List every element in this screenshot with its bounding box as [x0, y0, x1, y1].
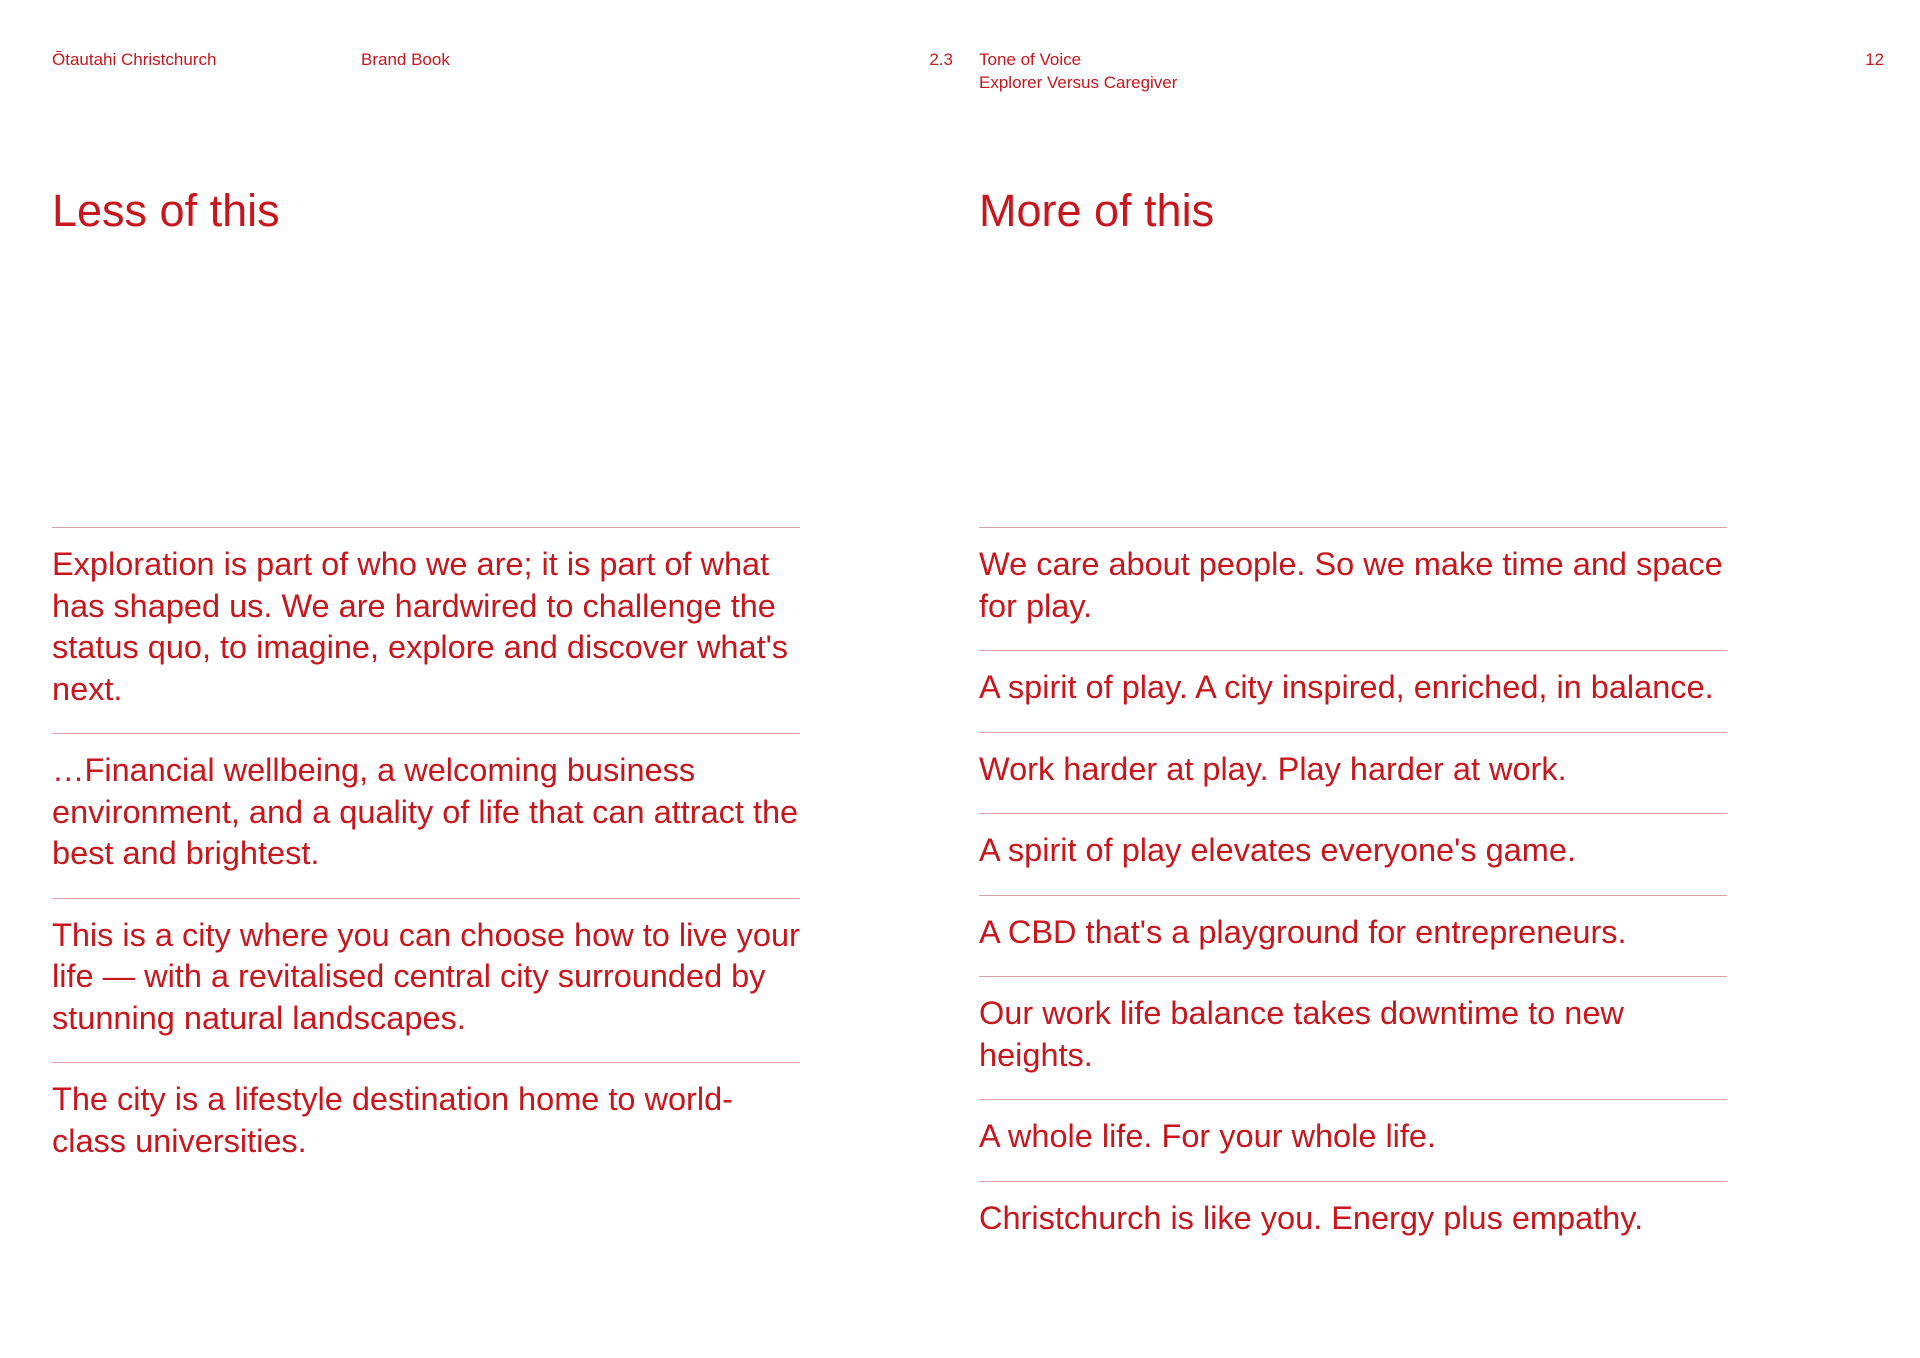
header-section-subtitle: Explorer Versus Caregiver [979, 73, 1178, 92]
more-item: Christchurch is like you. Energy plus empathy. [979, 1181, 1727, 1263]
less-item: …Financial wellbeing, a welcoming business environment, and a quality of life that can attract the best and brightest. [52, 733, 800, 898]
more-heading: More of this [979, 185, 1215, 236]
header-section-number: 2.3 [929, 50, 953, 69]
header-city-name: Ōtautahi Christchurch [52, 50, 217, 69]
more-item: Our work life balance takes downtime to new heights. [979, 976, 1727, 1099]
more-item: We care about people. So we make time and space for play. [979, 527, 1727, 650]
header-section-title: Tone of Voice [979, 50, 1082, 69]
more-item: A spirit of play elevates everyone's game. [979, 813, 1727, 895]
more-item: A whole life. For your whole life. [979, 1099, 1727, 1181]
page-number: 12 [1865, 50, 1884, 69]
header-section-block [979, 48, 1177, 94]
more-item: Work harder at play. Play harder at work. [979, 732, 1727, 814]
more-item: A CBD that's a playground for entrepreneurs. [979, 895, 1727, 977]
more-item: A spirit of play. A city inspired, enriched, in balance. [979, 650, 1727, 732]
less-list [52, 527, 800, 1185]
more-list [979, 527, 1727, 1262]
less-item: Exploration is part of who we are; it is part of what has shaped us. We are hardwired to challenge the status quo, to imagine, explore and discover what's next. [52, 527, 800, 733]
less-heading: Less of this [52, 185, 280, 236]
header-doc-title: Brand Book [361, 50, 450, 69]
less-item: The city is a lifestyle destination home to world-class universities. [52, 1062, 800, 1185]
less-item: This is a city where you can choose how to live your life — with a revitalised central city surrounded by stunning natural landscapes. [52, 898, 800, 1063]
